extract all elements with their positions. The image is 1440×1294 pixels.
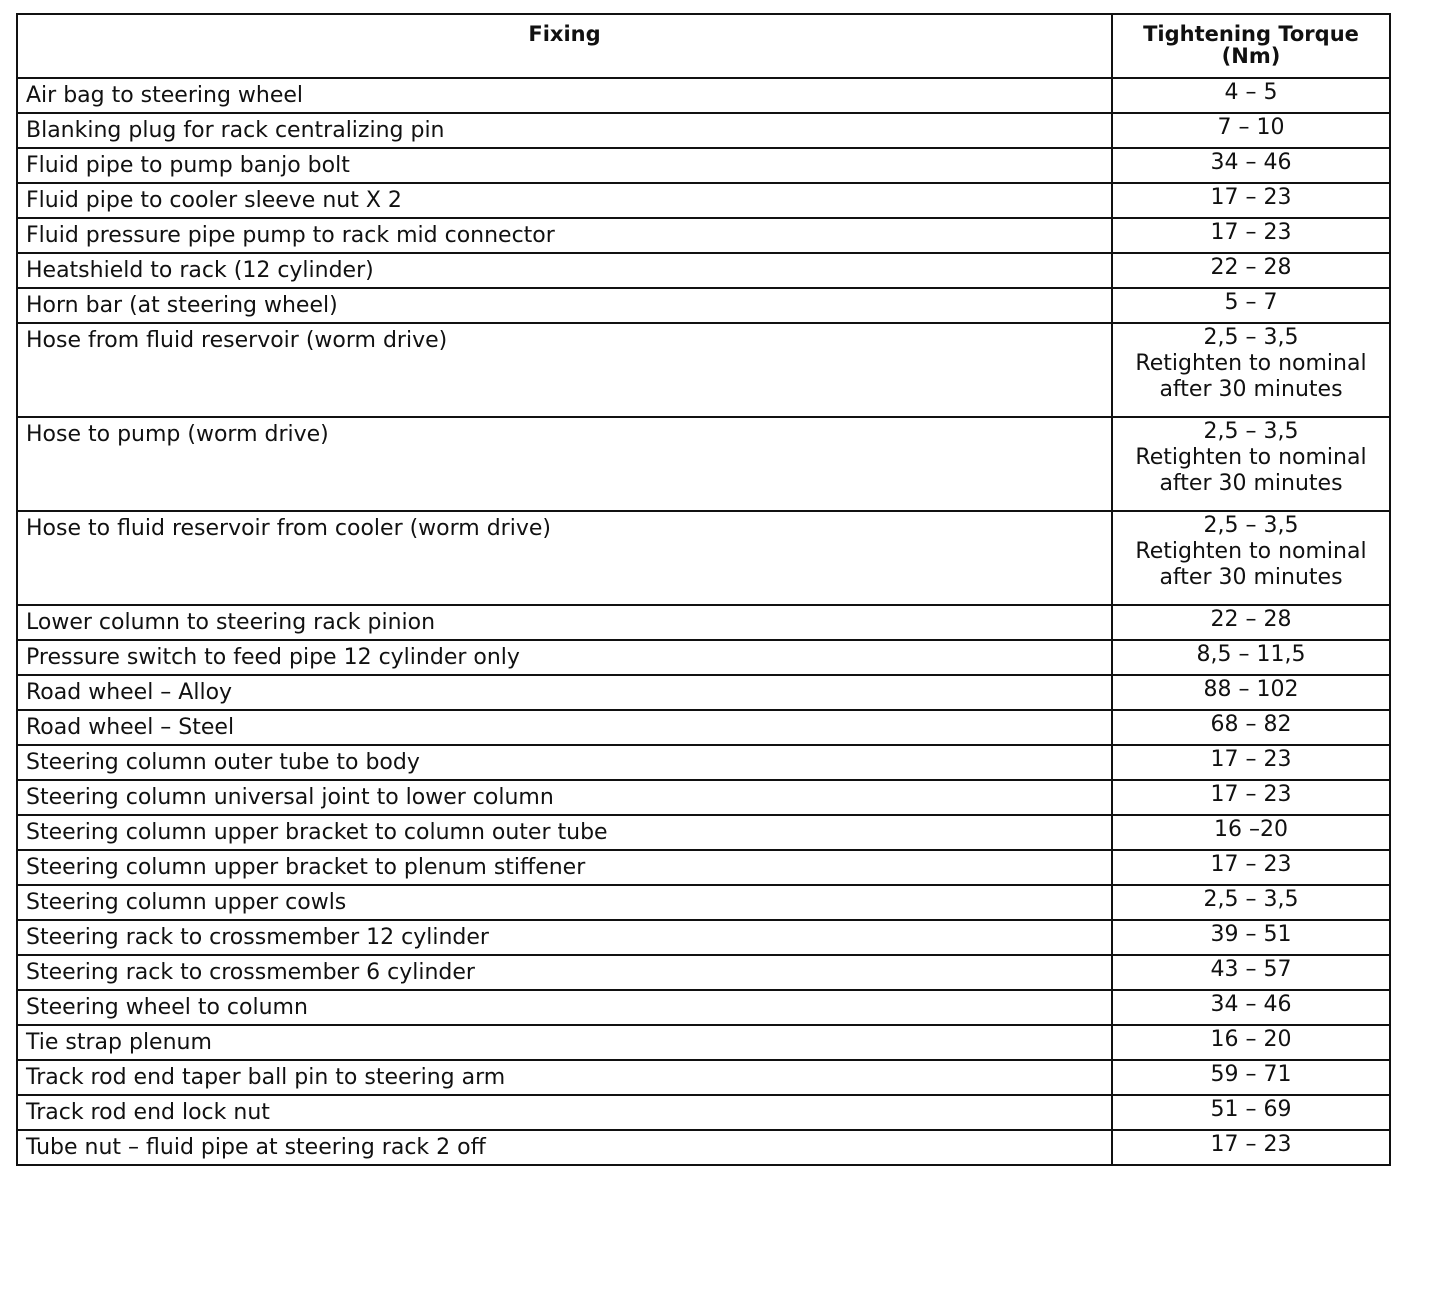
fixing-cell: Steering column upper cowls <box>17 885 1112 920</box>
fixing-cell: Road wheel – Steel <box>17 710 1112 745</box>
table-row <box>17 745 1390 780</box>
torque-value: 88 – 102 <box>1203 677 1299 702</box>
torque-cell <box>1112 1060 1390 1095</box>
torque-cell <box>1112 955 1390 990</box>
torque-cell <box>1112 920 1390 955</box>
table-row <box>17 850 1390 885</box>
fixing-cell: Steering column upper bracket to column outer tube <box>17 815 1112 850</box>
table-row <box>17 323 1390 417</box>
torque-specification-table <box>16 13 1391 1166</box>
table-row <box>17 640 1390 675</box>
torque-value: 2,5 – 3,5 <box>1203 513 1299 538</box>
table-row <box>17 417 1390 511</box>
torque-cell <box>1112 218 1390 253</box>
torque-value: 34 – 46 <box>1210 150 1292 175</box>
torque-cell <box>1112 417 1390 511</box>
table-row <box>17 780 1390 815</box>
torque-cell <box>1112 323 1390 417</box>
table-row <box>17 815 1390 850</box>
torque-value: 2,5 – 3,5 <box>1203 419 1299 444</box>
torque-note: Retighten to nominal <box>1135 539 1367 564</box>
torque-cell <box>1112 745 1390 780</box>
table-row <box>17 990 1390 1025</box>
fixing-cell: Fluid pipe to pump banjo bolt <box>17 148 1112 183</box>
torque-cell <box>1112 183 1390 218</box>
table-row <box>17 1095 1390 1130</box>
fixing-cell: Road wheel – Alloy <box>17 675 1112 710</box>
fixing-cell: Steering column outer tube to body <box>17 745 1112 780</box>
fixing-cell: Fluid pipe to cooler sleeve nut X 2 <box>17 183 1112 218</box>
table-row <box>17 920 1390 955</box>
table-row <box>17 675 1390 710</box>
torque-note: after 30 minutes <box>1159 377 1343 402</box>
torque-note: Retighten to nominal <box>1135 351 1367 376</box>
fixing-cell: Track rod end lock nut <box>17 1095 1112 1130</box>
fixing-cell: Horn bar (at steering wheel) <box>17 288 1112 323</box>
fixing-cell: Hose to fluid reservoir from cooler (worm drive) <box>17 511 1112 605</box>
fixing-cell: Heatshield to rack (12 cylinder) <box>17 253 1112 288</box>
torque-value: 2,5 – 3,5 <box>1203 887 1299 912</box>
fixing-cell: Steering rack to crossmember 12 cylinder <box>17 920 1112 955</box>
torque-value: 39 – 51 <box>1210 922 1292 947</box>
table-row <box>17 885 1390 920</box>
table-row <box>17 78 1390 113</box>
torque-cell <box>1112 78 1390 113</box>
table-header-row <box>17 14 1390 78</box>
torque-cell <box>1112 1095 1390 1130</box>
table-row <box>17 710 1390 745</box>
torque-cell <box>1112 1130 1390 1165</box>
fixing-cell: Track rod end taper ball pin to steering arm <box>17 1060 1112 1095</box>
torque-value: 17 – 23 <box>1210 1132 1292 1157</box>
torque-value: 34 – 46 <box>1210 992 1292 1017</box>
torque-note: Retighten to nominal <box>1135 445 1367 470</box>
torque-value: 5 – 7 <box>1224 290 1278 315</box>
torque-value: 17 – 23 <box>1210 782 1292 807</box>
header-fixing: Fixing <box>17 14 1112 78</box>
torque-value: 17 – 23 <box>1210 852 1292 877</box>
fixing-cell: Pressure switch to feed pipe 12 cylinder only <box>17 640 1112 675</box>
torque-value: 16 –20 <box>1214 817 1288 842</box>
torque-value: 4 – 5 <box>1224 80 1278 105</box>
torque-value: 8,5 – 11,5 <box>1196 642 1306 667</box>
table-row <box>17 183 1390 218</box>
torque-value: 17 – 23 <box>1210 185 1292 210</box>
fixing-cell: Air bag to steering wheel <box>17 78 1112 113</box>
torque-note: after 30 minutes <box>1159 471 1343 496</box>
torque-cell <box>1112 990 1390 1025</box>
torque-value: 7 – 10 <box>1217 115 1285 140</box>
torque-value: 22 – 28 <box>1210 607 1292 632</box>
header-tightening-torque <box>1112 14 1390 78</box>
torque-cell <box>1112 710 1390 745</box>
fixing-cell: Blanking plug for rack centralizing pin <box>17 113 1112 148</box>
table-row <box>17 511 1390 605</box>
fixing-cell: Steering wheel to column <box>17 990 1112 1025</box>
torque-cell <box>1112 780 1390 815</box>
torque-cell <box>1112 815 1390 850</box>
torque-cell <box>1112 640 1390 675</box>
torque-cell <box>1112 288 1390 323</box>
torque-cell <box>1112 605 1390 640</box>
torque-cell <box>1112 148 1390 183</box>
torque-value: 59 – 71 <box>1210 1062 1292 1087</box>
table-body <box>17 78 1390 1165</box>
table-row <box>17 605 1390 640</box>
table-row <box>17 218 1390 253</box>
table-row <box>17 1060 1390 1095</box>
table-row <box>17 253 1390 288</box>
table-row <box>17 955 1390 990</box>
fixing-cell: Fluid pressure pipe pump to rack mid connector <box>17 218 1112 253</box>
torque-value: 17 – 23 <box>1210 747 1292 772</box>
torque-value: 68 – 82 <box>1210 712 1292 737</box>
torque-value: 17 – 23 <box>1210 220 1292 245</box>
torque-cell <box>1112 675 1390 710</box>
torque-cell <box>1112 1025 1390 1060</box>
torque-value: 22 – 28 <box>1210 255 1292 280</box>
torque-note: after 30 minutes <box>1159 565 1343 590</box>
fixing-cell: Steering column upper bracket to plenum stiffener <box>17 850 1112 885</box>
fixing-cell: Steering rack to crossmember 6 cylinder <box>17 955 1112 990</box>
table-row <box>17 288 1390 323</box>
torque-cell <box>1112 253 1390 288</box>
torque-value: 2,5 – 3,5 <box>1203 325 1299 350</box>
table-row <box>17 1025 1390 1060</box>
table-row <box>17 148 1390 183</box>
fixing-cell: Tie strap plenum <box>17 1025 1112 1060</box>
fixing-cell: Hose from fluid reservoir (worm drive) <box>17 323 1112 417</box>
table-row <box>17 1130 1390 1165</box>
fixing-cell: Steering column universal joint to lower column <box>17 780 1112 815</box>
fixing-cell: Lower column to steering rack pinion <box>17 605 1112 640</box>
fixing-cell: Tube nut – fluid pipe at steering rack 2 off <box>17 1130 1112 1165</box>
table-row <box>17 113 1390 148</box>
header-torque-unit: (Nm) <box>1221 44 1281 68</box>
header-torque-line1: Tightening Torque <box>1143 22 1359 46</box>
torque-value: 16 – 20 <box>1210 1027 1292 1052</box>
fixing-cell: Hose to pump (worm drive) <box>17 417 1112 511</box>
torque-cell <box>1112 511 1390 605</box>
torque-value: 43 – 57 <box>1210 957 1292 982</box>
torque-value: 51 – 69 <box>1210 1097 1292 1122</box>
torque-cell <box>1112 113 1390 148</box>
torque-cell <box>1112 850 1390 885</box>
torque-cell <box>1112 885 1390 920</box>
